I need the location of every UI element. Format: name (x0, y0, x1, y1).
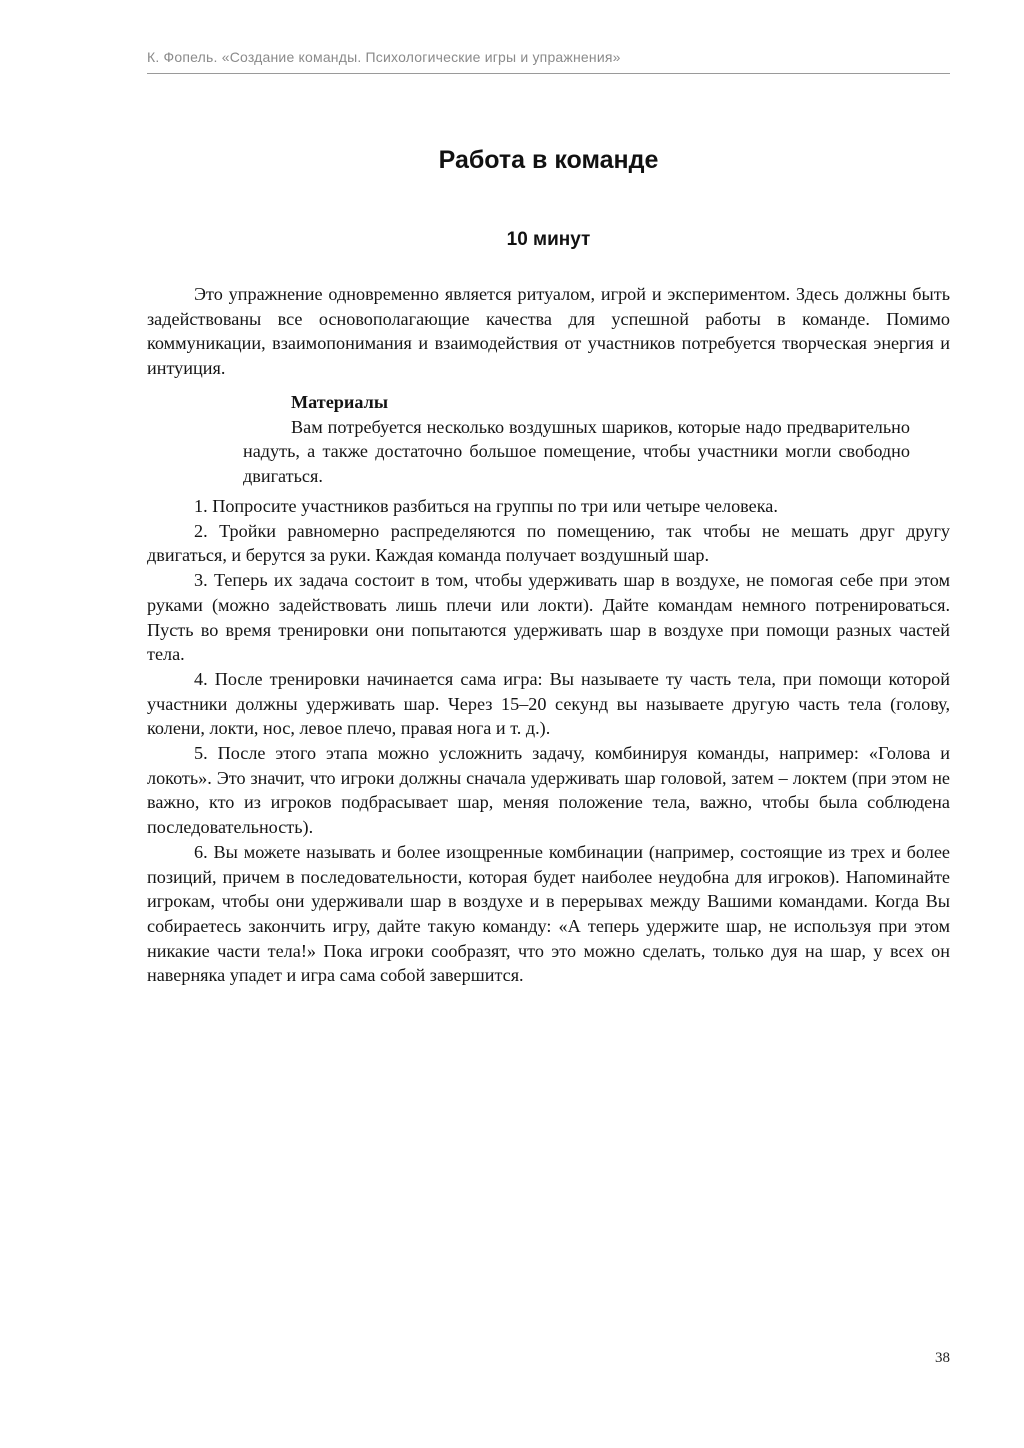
intro-section (147, 282, 950, 381)
steps-list (147, 494, 950, 988)
exercise-title: Работа в команде (438, 146, 659, 174)
materials-heading: Материалы (291, 392, 389, 412)
step-paragraph: 3. Теперь их задача состоит в том, чтобы удерживать шар в воздухе, не помогая себе при этом руками (можно задействовать лишь плечи или локти). Дайте командам немного потренироваться. Пусть во время тренировки они попытаются удерживать шар в воздухе при помощи разных частей тела. (147, 570, 950, 665)
exercise-duration: 10 минут (506, 229, 591, 250)
materials-block (243, 390, 910, 489)
step-paragraph: 6. Вы можете называть и более изощренные комбинации (например, состоящие из трех и более позиций, причем в последовательности, которая будет наиболее неудобна для игроков). Напоминайте игрокам, чтобы они удерживали шар в воздухе и в перерывах между Вашими командами. Когда Вы собираетесь закончить игру, дайте такую команду: «А теперь удержите шар, не используя при этом никакие части тела!» Пока игроки сообразят, что это можно сделать, только дуя на шар, у всех он наверняка упадет и игра сама собой завершится. (147, 841, 950, 986)
step-paragraph: 4. После тренировки начинается сама игра: Вы называете ту часть тела, при помощи которой участники должны удерживать шар. Через 15–20 секунд вы называете другую часть тела (голову, колени, локти, нос, левое плечо, правая нога и т. д.). (147, 668, 950, 739)
step-paragraph: 2. Тройки равномерно распределяются по помещению, так чтобы не мешать друг другу двигаться, и берутся за руки. Каждая команда получает воздушный шар. (147, 520, 950, 566)
running-header: К. Фопель. «Создание команды. Психологические игры и упражнения» (147, 49, 621, 65)
header-divider (147, 73, 950, 74)
page-number: 38 (935, 1350, 950, 1366)
step-paragraph: 1. Попросите участников разбиться на группы по три или четыре человека. (194, 496, 778, 516)
materials-text: Вам потребуется несколько воздушных шариков, которые надо предварительно надуть, а также достаточно большое помещение, чтобы участники могли свободно двигаться. (243, 416, 910, 487)
step-paragraph: 5. После этого этапа можно усложнить задачу, комбинируя команды, например: «Голова и локоть». Это значит, что игроки должны сначала удерживать шар головой, затем – локтем (при этом не важно, кто из игроков подбрасывает шар, меняя положение тела, важно, чтобы была соблюдена последовательность). (147, 743, 950, 838)
intro-paragraph: Это упражнение одновременно является ритуалом, игрой и экспериментом. Здесь должны быть задействованы все основополагающие качества для успешной работы в команде. Помимо коммуникации, взаимопонимания и взаимодействия от участников потребуется творческая энергия и интуиция. (147, 284, 950, 379)
